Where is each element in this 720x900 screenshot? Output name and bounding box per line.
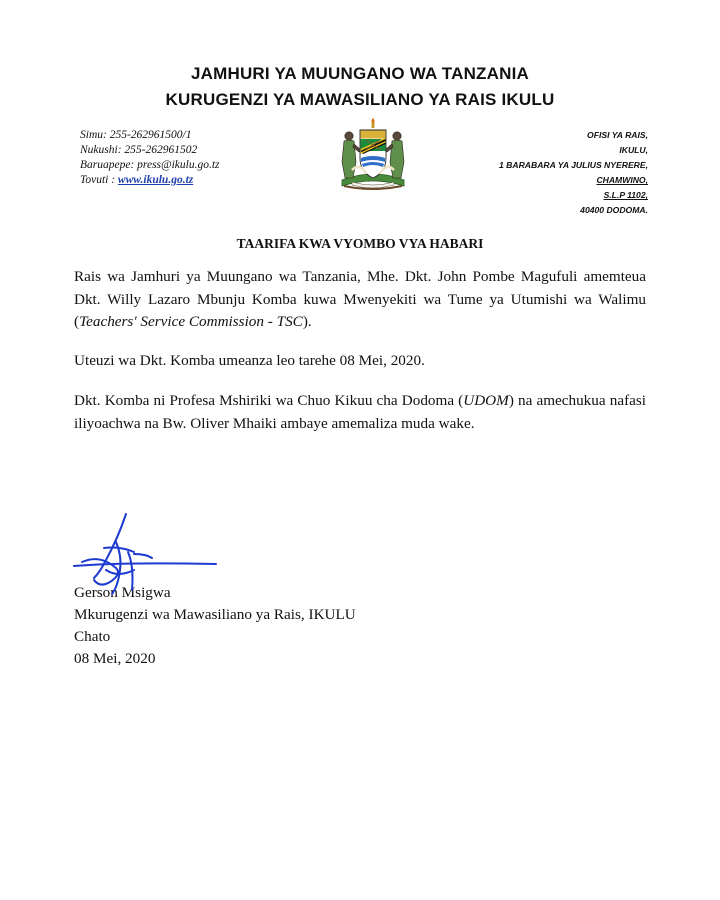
address-line-office: OFISI YA RAIS, (587, 130, 648, 140)
address-line-pobox: S.L.P 1102, (603, 190, 648, 200)
website-line (80, 173, 220, 188)
email-label: Baruapepe: (80, 159, 138, 171)
address-line-road: 1 BARABARA YA JULIUS NYERERE, (499, 160, 648, 170)
p1-text-end: ). (302, 313, 312, 330)
header-title-directorate: KURUGENZI YA MAWASILIANO YA RAIS IKULU (165, 90, 555, 109)
email-line (80, 158, 220, 173)
signatory-position: Mkurugenzi wa Mawasiliano ya Rais, IKULU (74, 606, 356, 623)
coat-of-arms-icon (330, 118, 416, 194)
handwritten-signature (60, 508, 220, 604)
p1-text-start: Rais wa Jamhuri ya Muungano wa Tanzania, Mhe. Dkt. John Pombe Magufuli amemteua Dkt. Willy Lazaro Mbunju Komba kuwa Mwenyekiti wa Tume ya Utumishi wa Walimu ( (74, 268, 646, 330)
signoff-place: Chato (74, 628, 111, 645)
p3-text-italic: UDOM (463, 392, 509, 409)
body-paragraph-effective-date: Uteuzi wa Dkt. Komba umeanza leo tarehe 08 Mei, 2020. (74, 352, 425, 369)
body-paragraph-appointment (74, 266, 646, 334)
p1-text-italic: Teachers' Service Commission - TSC (79, 313, 303, 330)
phone-line: Simu: 255-262961500/1 (80, 129, 192, 141)
address-line-chamwino: CHAMWINO, (596, 175, 648, 185)
website-link[interactable]: www.ikulu.go.tz (117, 174, 194, 186)
p3-text-start: Dkt. Komba ni Profesa Mshiriki wa Chuo Kikuu cha Dodoma ( (74, 392, 464, 409)
signatory-name: Gerson Msigwa (74, 584, 171, 601)
address-line-ikulu: IKULU, (619, 145, 648, 155)
signoff-date: 08 Mei, 2020 (74, 650, 156, 667)
email-value: press@ikulu.go.tz (137, 159, 220, 171)
contact-block (80, 128, 220, 188)
header-title-republic: JAMHURI YA MUUNGANO WA TANZANIA (190, 64, 529, 83)
address-line-city: 40400 DODOMA. (580, 205, 648, 215)
body-paragraph-background (74, 390, 646, 435)
p3-text-end: ) na amechukua nafasi iliyoachwa na Bw. Oliver Mhaiki ambaye amemaliza muda wake. (74, 392, 646, 432)
address-block (499, 128, 648, 218)
website-label: Tovuti : (80, 174, 118, 186)
press-release-title: TAARIFA KWA VYOMBO VYA HABARI (236, 236, 484, 251)
fax-line: Nukushi: 255-262961502 (80, 144, 198, 156)
